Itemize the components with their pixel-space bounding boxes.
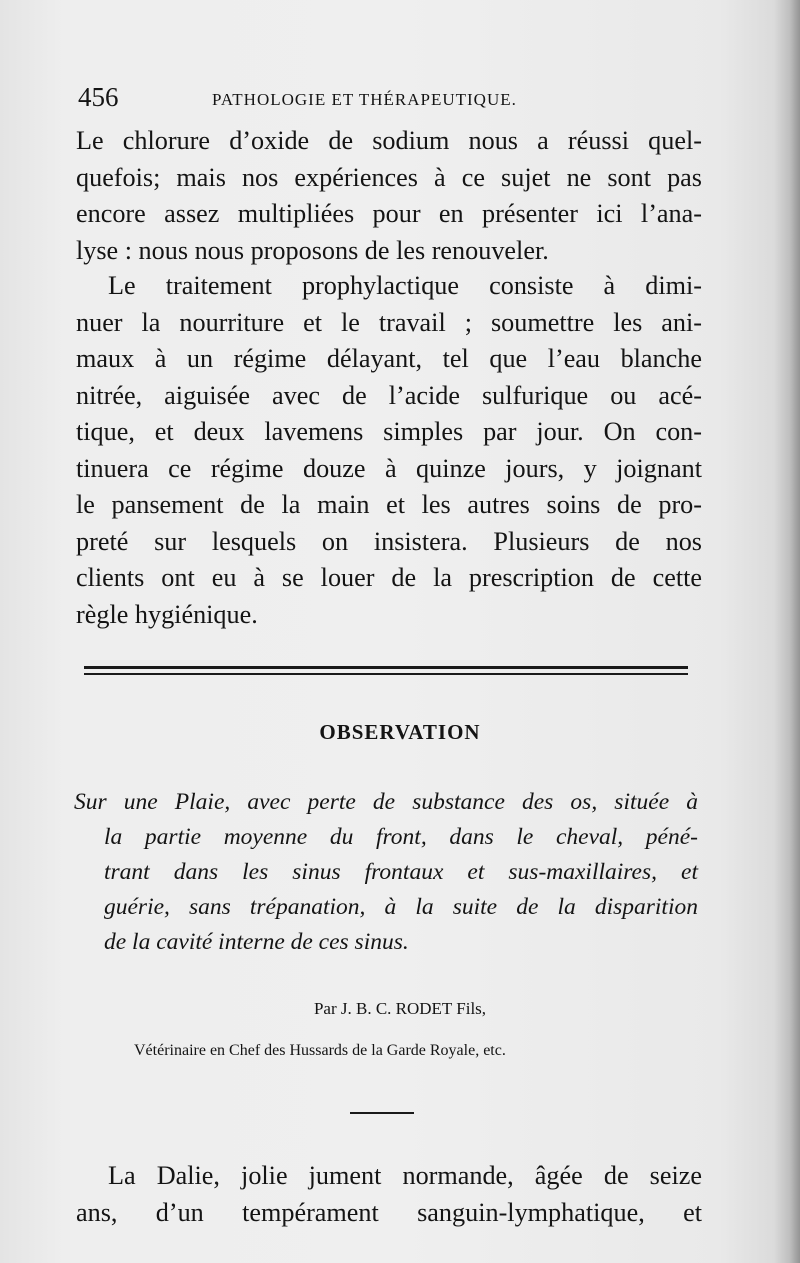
text-line: Le chlorure d’oxide de sodium nous a réussi quel- — [76, 126, 702, 155]
text-line: le pansement de la main et les autres soins de pro- — [76, 490, 702, 519]
text-line: tique, et deux lavemens simples par jour. On con- — [76, 417, 702, 446]
rule-thick — [84, 666, 688, 669]
author-affiliation: Vétérinaire en Chef des Hussards de la Garde Royale, etc. — [134, 1042, 506, 1059]
text-line: preté sur lesquels on insistera. Plusieurs de nos — [76, 526, 702, 556]
paragraph-chlorure — [76, 123, 702, 269]
short-divider-rule — [350, 1112, 414, 1114]
text-line: lyse : nous nous proposons de les renouveler. — [76, 235, 549, 265]
text-line: règle hygiénique. — [76, 599, 258, 629]
observation-title: OBSERVATION — [319, 720, 481, 744]
text-line: nuer la nourriture et le travail ; soumettre les ani- — [76, 307, 702, 337]
text-line: quefois; mais nos expériences à ce sujet ne sont pas — [76, 162, 702, 192]
subtitle-line: Sur une Plaie, avec perte de substance des os, située à — [74, 789, 698, 815]
text-line: La Dalie, jolie jument normande, âgée de seize — [108, 1161, 702, 1190]
page-spine-shadow — [774, 0, 800, 1263]
paragraph-dalie — [76, 1158, 702, 1231]
page-number: 456 — [78, 82, 119, 112]
text-line: tinuera ce régime douze à quinze jours, y joignant — [76, 453, 702, 483]
text-line: clients ont eu à se louer de la prescription de cette — [76, 563, 702, 592]
subtitle-line: la partie moyenne du front, dans le cheval, péné- — [104, 824, 698, 850]
text-line: Le traitement prophylactique consiste à dimi- — [108, 271, 702, 300]
text-line: encore assez multipliées pour en présenter ici l’ana- — [76, 199, 702, 228]
observation-subtitle — [74, 785, 698, 960]
author-line: Par J. B. C. RODET Fils, — [313, 999, 487, 1018]
text-line: nitrée, aiguisée avec de l’acide sulfurique ou acé- — [76, 380, 702, 410]
paragraph-traitement — [76, 268, 702, 633]
subtitle-line: guérie, sans trépanation, à la suite de la disparition — [104, 894, 698, 920]
section-divider-double-rule — [84, 666, 688, 676]
running-head: PATHOLOGIE ET THÉRAPEUTIQUE. — [212, 90, 517, 109]
text-line: ans, d’un tempérament sanguin-lymphatique, et — [76, 1197, 702, 1227]
subtitle-line: trant dans les sinus frontaux et sus-maxillaires, et — [104, 859, 698, 885]
rule-thin — [84, 673, 688, 675]
subtitle-line: de la cavité interne de ces sinus. — [104, 929, 409, 955]
page-header — [78, 82, 698, 118]
text-line: maux à un régime délayant, tel que l’eau blanche — [76, 344, 702, 373]
